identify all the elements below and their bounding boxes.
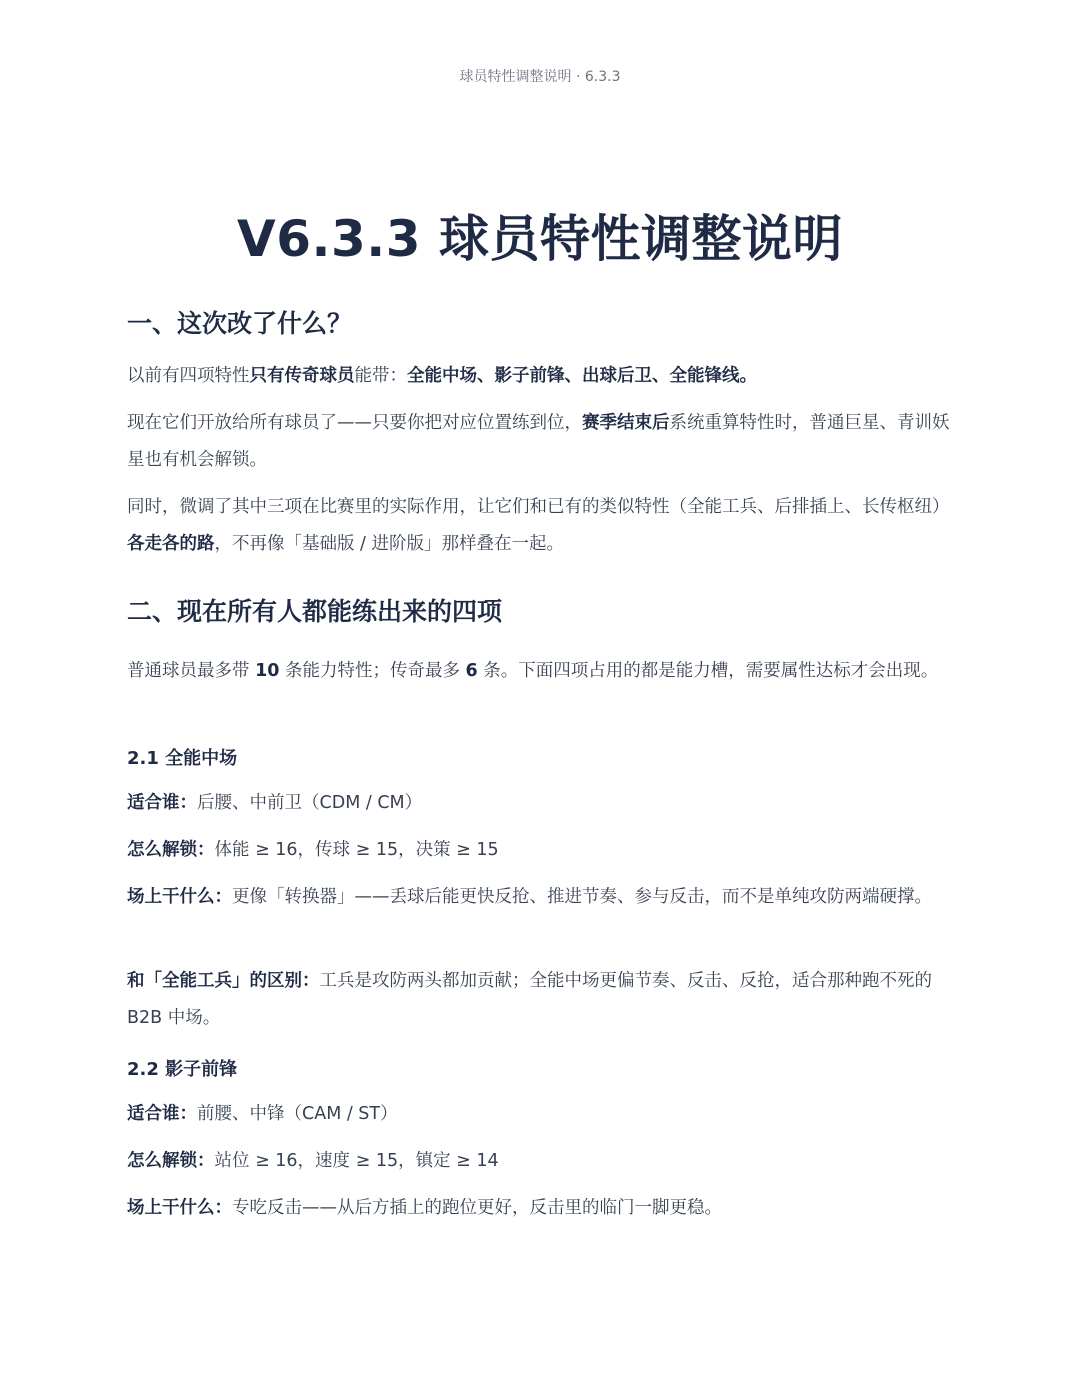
s21-unlock-line: 怎么解锁：体能 ≥ 16，传球 ≥ 15，决策 ≥ 15: [127, 840, 499, 860]
section-2-intro: 普通球员最多带 10 条能力特性；传奇最多 6 条。下面四项占用的都是能力槽，需要属性达标才会出现。: [127, 661, 939, 681]
running-header: 球员特性调整说明 · 6.3.3: [459, 69, 621, 85]
s21-diff-line: 和「全能工兵」的区别：工兵是攻防两头都加贡献；全能中场更偏节奏、反击、反抢，适合那种跑不死的 B2B 中场。: [127, 971, 932, 1028]
section-1-heading: 一、这次改了什么？: [127, 309, 353, 338]
s21-role-line: 场上干什么：更像「转换器」——丢球后能更快反抢、推进节奏、参与反击，而不是单纯攻防两端硬撑。: [127, 887, 932, 907]
s22-fit-line: 适合谁：前腰、中锋（CAM / ST）: [127, 1104, 398, 1124]
section-1-paragraph-3: 同时，微调了其中三项在比赛里的实际作用，让它们和已有的类似特性（全能工兵、后排插上、长传枢纽）各走各的路，不再像「基础版 / 进阶版」那样叠在一起。: [127, 497, 950, 554]
s21-fit-line: 适合谁：后腰、中前卫（CDM / CM）: [127, 793, 423, 813]
document-title: V6.3.3 球员特性调整说明: [237, 210, 843, 268]
section-2-heading: 二、现在所有人都能练出来的四项: [127, 597, 503, 626]
subsection-2-1-heading: 2.1 全能中场: [127, 748, 238, 769]
subsection-2-2-heading: 2.2 影子前锋: [127, 1059, 238, 1080]
section-1-paragraph-2: 现在它们开放给所有球员了——只要你把对应位置练到位，赛季结束后系统重算特性时，普通巨星、青训妖星也有机会解锁。: [127, 413, 950, 470]
section-1-paragraph-1: 以前有四项特性只有传奇球员能带：全能中场、影子前锋、出球后卫、全能锋线。: [127, 366, 757, 386]
s22-unlock-line: 怎么解锁：站位 ≥ 16，速度 ≥ 15，镇定 ≥ 14: [127, 1151, 499, 1171]
s22-role-line: 场上干什么：专吃反击——从后方插上的跑位更好，反击里的临门一脚更稳。: [127, 1198, 722, 1218]
